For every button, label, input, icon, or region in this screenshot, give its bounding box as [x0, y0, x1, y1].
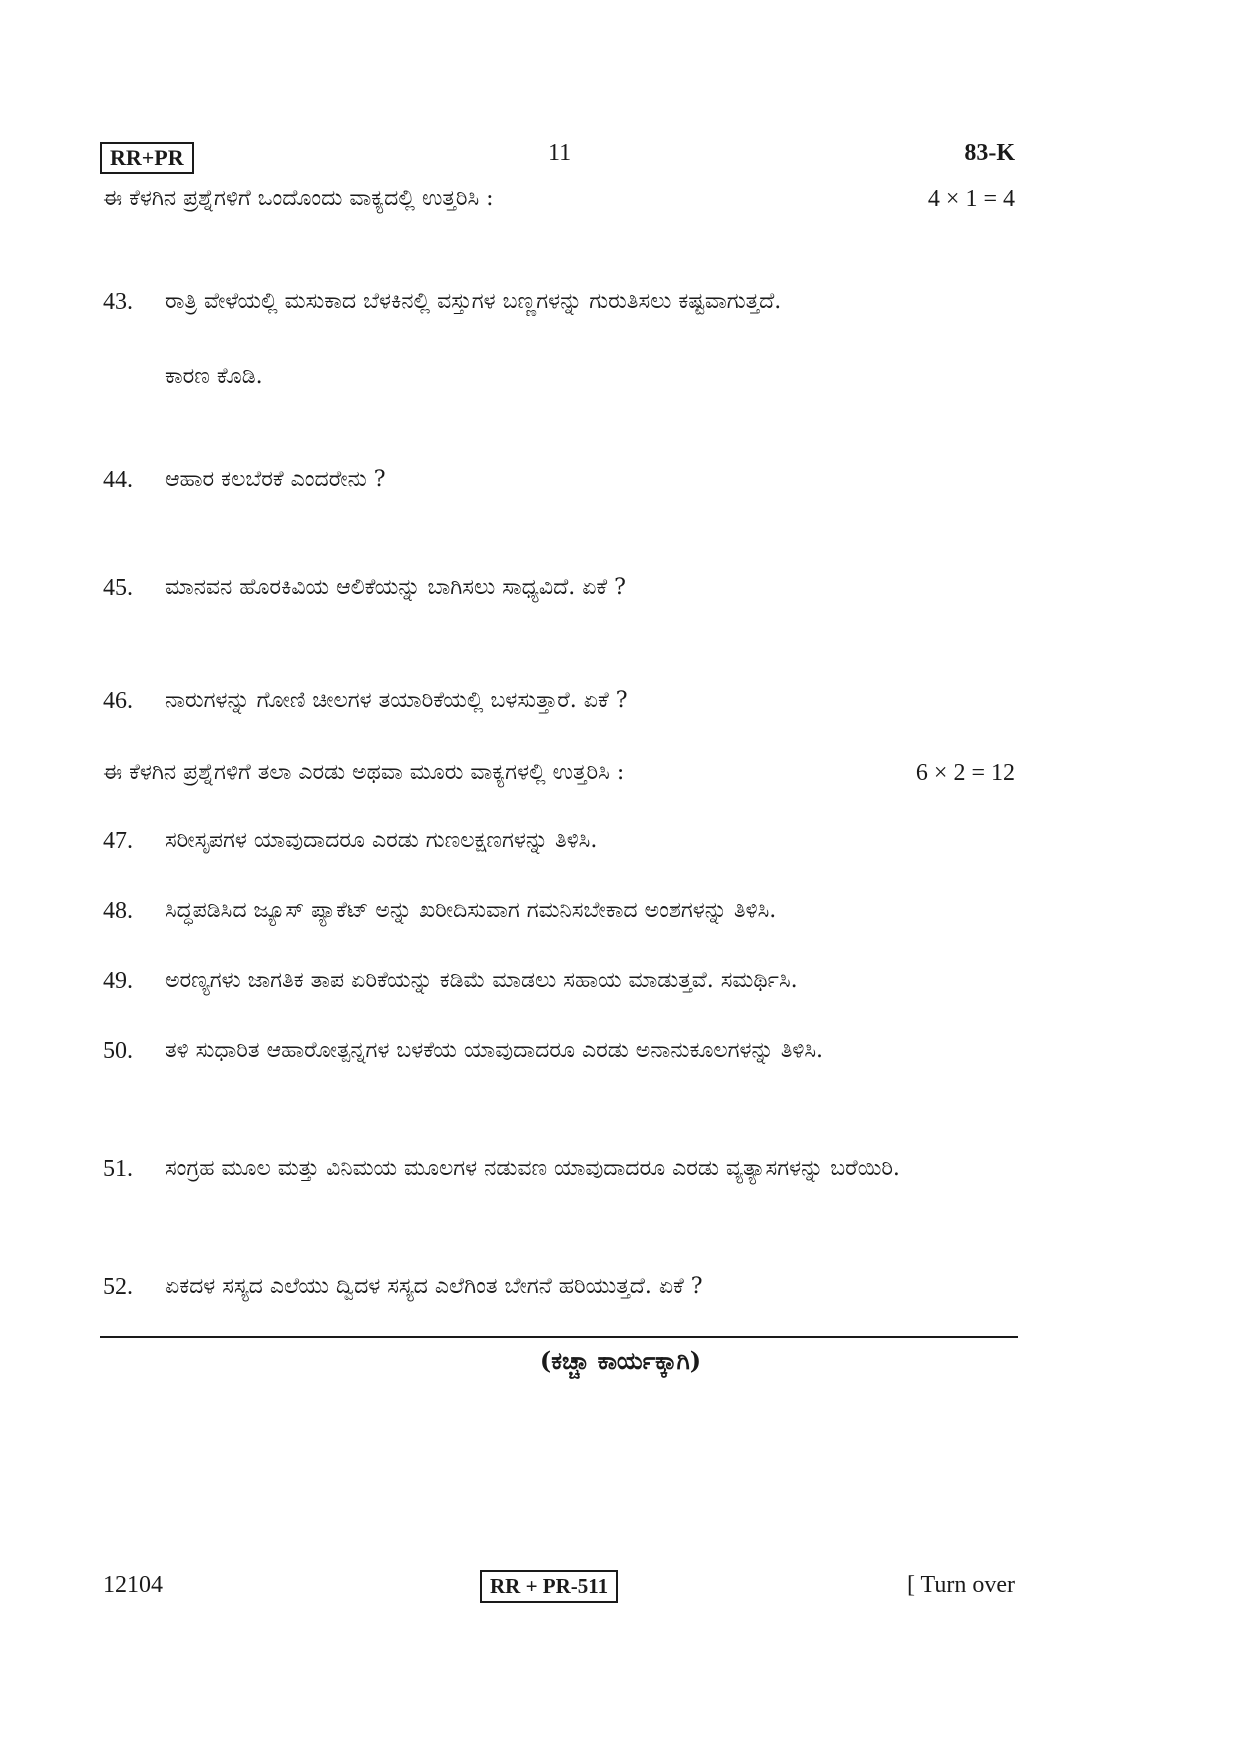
question-45 [103, 565, 1015, 611]
question-48 [103, 888, 1015, 934]
question-number: 45. [103, 575, 133, 601]
question-number: 51. [103, 1156, 133, 1182]
question-number: 43. [103, 289, 133, 315]
question-number: 46. [103, 688, 133, 714]
question-number: 47. [103, 828, 133, 854]
question-text: ಆಹಾರ ಕಲಬೆರಕೆ ಎಂದರೇನು ? [165, 467, 386, 492]
question-text: ಮಾನವನ ಹೊರಕಿವಿಯ ಆಲಿಕೆಯನ್ನು ಬಾಗಿಸಲು ಸಾಧ್ಯವಿದೆ. ಏಕೆ ? [165, 575, 626, 600]
question-49 [103, 958, 1015, 1004]
question-text: ತಳಿ ಸುಧಾರಿತ ಆಹಾರೋತ್ಪನ್ನಗಳ ಬಳಕೆಯ ಯಾವುದಾದರೂ ಎರಡು ಅನಾನುಕೂಲಗಳನ್ನು ತಿಳಿಸಿ. [165, 1038, 824, 1063]
rough-work-label: (ಕಚ್ಚಾ ಕಾರ್ಯಕ್ಕಾಗಿ) [539, 1346, 702, 1375]
section2-marks: 6 × 2 = 12 [915, 760, 1015, 786]
question-text: ಅರಣ್ಯಗಳು ಜಾಗತಿಕ ತಾಪ ಏರಿಕೆಯನ್ನು ಕಡಿಮೆ ಮಾಡಲು ಸಹಾಯ ಮಾಡುತ್ತವೆ. ಸಮರ್ಥಿಸಿ. [165, 968, 798, 993]
question-51 [103, 1146, 1015, 1192]
question-number: 44. [103, 467, 133, 493]
question-number: 49. [103, 968, 133, 994]
question-number: 48. [103, 898, 133, 924]
section1-instruction-text: ಈ ಕೆಳಗಿನ ಪ್ರಶ್ನೆಗಳಿಗೆ ಒಂದೊಂದು ವಾಕ್ಯದಲ್ಲಿ ಉತ್ತರಿಸಿ : [103, 186, 494, 211]
section2-instruction-text: ಈ ಕೆಳಗಿನ ಪ್ರಶ್ನೆಗಳಿಗೆ ತಲಾ ಎರಡು ಅಥವಾ ಮೂರು ವಾಕ್ಯಗಳಲ್ಲಿ ಉತ್ತರಿಸಿ : [103, 760, 625, 785]
question-46 [103, 678, 1015, 724]
question-text: ರಾತ್ರಿ ವೇಳೆಯಲ್ಲಿ ಮಸುಕಾದ ಬೆಳಕಿನಲ್ಲಿ ವಸ್ತುಗಳ ಬಣ್ಣಗಳನ್ನು ಗುರುತಿಸಲು ಕಷ್ಟವಾಗುತ್ತದೆ. [165, 289, 782, 314]
section-divider [100, 1336, 1018, 1338]
question-43-continued [103, 354, 1015, 400]
section1-instruction [103, 186, 1015, 213]
question-text: ಸಿದ್ಧಪಡಿಸಿದ ಜ್ಯೂಸ್ ಪ್ಯಾಕೆಟ್ ಅನ್ನು ಖರೀದಿಸುವಾಗ ಗಮನಿಸಬೇಕಾದ ಅಂಶಗಳನ್ನು ತಿಳಿಸಿ. [165, 898, 777, 923]
paper-code: 83-K [964, 140, 1015, 166]
question-text-continued: ಕಾರಣ ಕೊಡಿ. [165, 364, 263, 389]
footer-number: 12104 [103, 1572, 163, 1598]
question-number: 50. [103, 1038, 133, 1064]
page-number: 11 [548, 140, 572, 166]
question-text: ನಾರುಗಳನ್ನು ಗೋಣಿ ಚೀಲಗಳ ತಯಾರಿಕೆಯಲ್ಲಿ ಬಳಸುತ್ತಾರೆ. ಏಕೆ ? [165, 688, 628, 713]
header-code-box: RR+PR [100, 142, 194, 174]
section2-instruction [103, 760, 1015, 787]
footer-code-box: RR + PR-511 [480, 1570, 618, 1603]
question-text: ಸಂಗ್ರಹ ಮೂಲ ಮತ್ತು ವಿನಿಮಯ ಮೂಲಗಳ ನಡುವಣ ಯಾವುದಾದರೂ ಎರಡು ವ್ಯತ್ಯಾಸಗಳನ್ನು ಬರೆಯಿರಿ. [165, 1156, 900, 1181]
question-43 [103, 279, 1015, 325]
question-text: ಸರೀಸೃಪಗಳ ಯಾವುದಾದರೂ ಎರಡು ಗುಣಲಕ್ಷಣಗಳನ್ನು ತಿಳಿಸಿ. [165, 828, 598, 853]
question-47 [103, 818, 1015, 864]
question-52 [103, 1264, 1015, 1310]
question-50 [103, 1028, 1015, 1074]
section1-marks: 4 × 1 = 4 [927, 186, 1015, 212]
question-text: ಏಕದಳ ಸಸ್ಯದ ಎಲೆಯು ದ್ವಿದಳ ಸಸ್ಯದ ಎಲೆಗಿಂತ ಬೇಗನೆ ಹರಿಯುತ್ತದೆ. ಏಕೆ ? [165, 1274, 703, 1299]
question-44 [103, 457, 1015, 503]
turn-over-label: [ Turn over [906, 1572, 1015, 1598]
question-number: 52. [103, 1274, 133, 1300]
